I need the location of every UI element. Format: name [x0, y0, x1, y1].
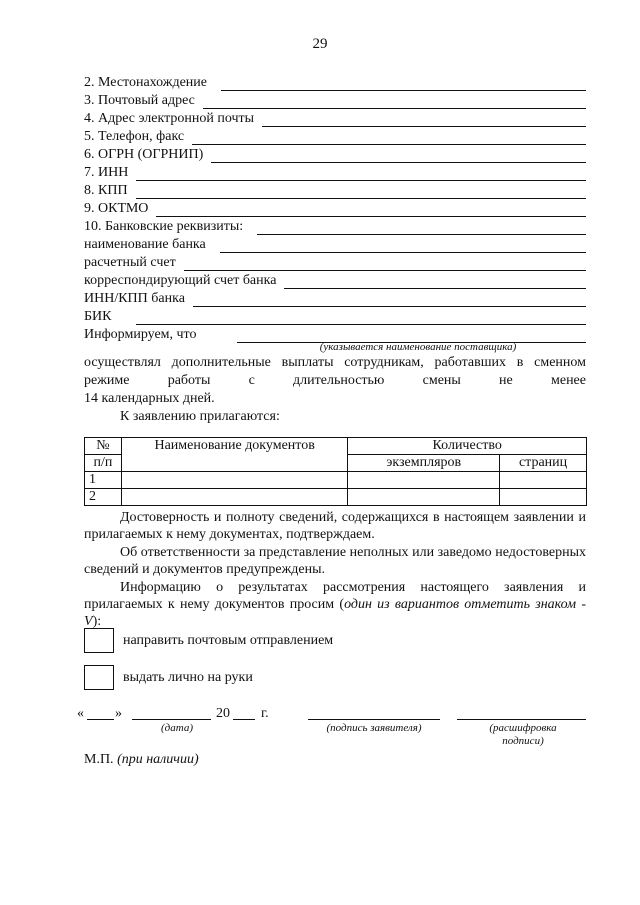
fill-line[interactable] [136, 186, 586, 199]
field-label: Информируем, что [84, 327, 197, 342]
col-header-copies: экземпляров [348, 455, 500, 472]
date-quote-close: » [115, 706, 122, 721]
year-line[interactable] [233, 719, 255, 720]
row-number: 2 [85, 489, 122, 506]
fill-line[interactable] [184, 258, 586, 271]
page-number: 29 [312, 36, 328, 52]
field-postal-address[interactable] [84, 91, 586, 109]
decoding-line[interactable] [457, 719, 586, 720]
fill-line[interactable] [203, 96, 586, 109]
field-label: корреспондирующий счет банка [84, 273, 277, 288]
field-inn[interactable] [84, 163, 586, 181]
col-header-number-sub: п/п [85, 455, 122, 472]
day-line[interactable] [87, 719, 114, 720]
fill-line[interactable] [211, 150, 586, 163]
cell-copies[interactable] [348, 472, 500, 489]
stamp-note: (при наличии) [117, 752, 199, 767]
field-label: 8. КПП [84, 183, 128, 198]
cell-copies[interactable] [348, 489, 500, 506]
table-row [85, 472, 587, 489]
cell-pages[interactable] [500, 489, 587, 506]
statement-responsibility: Об ответственности за представление неполных или заведомо недостоверных сведений и документов предупреждены. [84, 545, 586, 577]
col-header-doc-name: Наименование документов [121, 438, 347, 472]
date-caption: (дата) [161, 722, 193, 734]
year-suffix: г. [261, 706, 269, 721]
payments-line-2: режиме работы с длительностью смены не менее [84, 373, 586, 388]
row-number: 1 [85, 472, 122, 489]
field-kpp[interactable] [84, 181, 586, 199]
col-header-quantity: Количество [348, 438, 587, 455]
col-header-number: № [85, 438, 122, 455]
field-settlement-account[interactable] [84, 253, 586, 271]
col-header-pages: страниц [500, 455, 587, 472]
statement-results-italic: один из вариантов отметить знаком - V [84, 597, 586, 629]
year-prefix: 20 [216, 706, 230, 721]
payments-line-1: осуществлял дополнительные выплаты сотрудникам, работавших в сменном [84, 355, 586, 370]
field-label: расчетный счет [84, 255, 176, 270]
checkbox-postal[interactable] [84, 628, 114, 653]
cell-pages[interactable] [500, 472, 587, 489]
statement-results [84, 579, 586, 630]
field-bank-inn-kpp[interactable] [84, 289, 586, 307]
date-quote-open: « [77, 706, 84, 721]
payments-line-3: 14 календарных дней. [84, 391, 215, 406]
field-label: БИК [84, 309, 112, 324]
fill-line[interactable] [136, 312, 587, 325]
cell-doc-name[interactable] [121, 472, 347, 489]
field-bank-details[interactable] [84, 217, 586, 235]
signature-line[interactable] [308, 719, 440, 720]
fill-line[interactable] [262, 114, 586, 127]
field-bank-name[interactable] [84, 235, 586, 253]
stamp-line [84, 752, 199, 768]
checkbox-in-person[interactable] [84, 665, 114, 690]
fill-line[interactable] [284, 276, 586, 289]
month-line[interactable] [132, 719, 211, 720]
field-bik[interactable] [84, 307, 586, 325]
statement-reliability: Достоверность и полноту сведений, содержащихся в настоящем заявлении и прилагаемых к нему документах, подтверждаем. [84, 510, 586, 542]
fill-line[interactable] [220, 240, 586, 253]
field-label: 3. Почтовый адрес [84, 93, 195, 108]
field-correspondent-account[interactable] [84, 271, 586, 289]
stamp-label: М.П. [84, 752, 114, 767]
field-location[interactable] [84, 73, 586, 91]
fill-line[interactable] [192, 132, 586, 145]
fill-line[interactable] [136, 168, 586, 181]
field-label: 10. Банковские реквизиты: [84, 219, 244, 234]
field-label: 6. ОГРН (ОГРНИП) [84, 147, 204, 162]
field-label: 5. Телефон, факс [84, 129, 185, 144]
statement-results-prefix: Информацию о результатах рассмотрения настоящего заявления и прилагаемых к нему документов просим ( [84, 580, 586, 612]
option-label-in-person: выдать лично на руки [123, 670, 253, 685]
field-label: 2. Местонахождение [84, 75, 208, 90]
fill-line[interactable] [193, 294, 586, 307]
decoding-caption: (расшифровка подписи) [489, 722, 557, 747]
field-label: 9. ОКТМО [84, 201, 149, 216]
field-ogrn[interactable] [84, 145, 586, 163]
field-email[interactable] [84, 109, 586, 127]
table-row [85, 489, 587, 506]
fill-line[interactable] [221, 78, 586, 91]
cell-doc-name[interactable] [121, 489, 347, 506]
signature-caption: (подпись заявителя) [326, 722, 422, 734]
attachments-table [84, 437, 587, 506]
field-phone-fax[interactable] [84, 127, 586, 145]
field-oktmo[interactable] [84, 199, 586, 217]
field-label: 4. Адрес электронной почты [84, 111, 255, 126]
attachments-intro: К заявлению прилагаются: [120, 409, 280, 424]
option-label-postal: направить почтовым отправлением [123, 633, 334, 648]
fill-line[interactable] [156, 204, 586, 217]
supplier-caption: (указывается наименование поставщика) [319, 341, 517, 353]
field-label: ИНН/КПП банка [84, 291, 185, 306]
statement-results-suffix: ): [92, 614, 102, 629]
field-label: 7. ИНН [84, 165, 129, 180]
field-label: наименование банка [84, 237, 206, 252]
fill-line[interactable] [257, 222, 586, 235]
